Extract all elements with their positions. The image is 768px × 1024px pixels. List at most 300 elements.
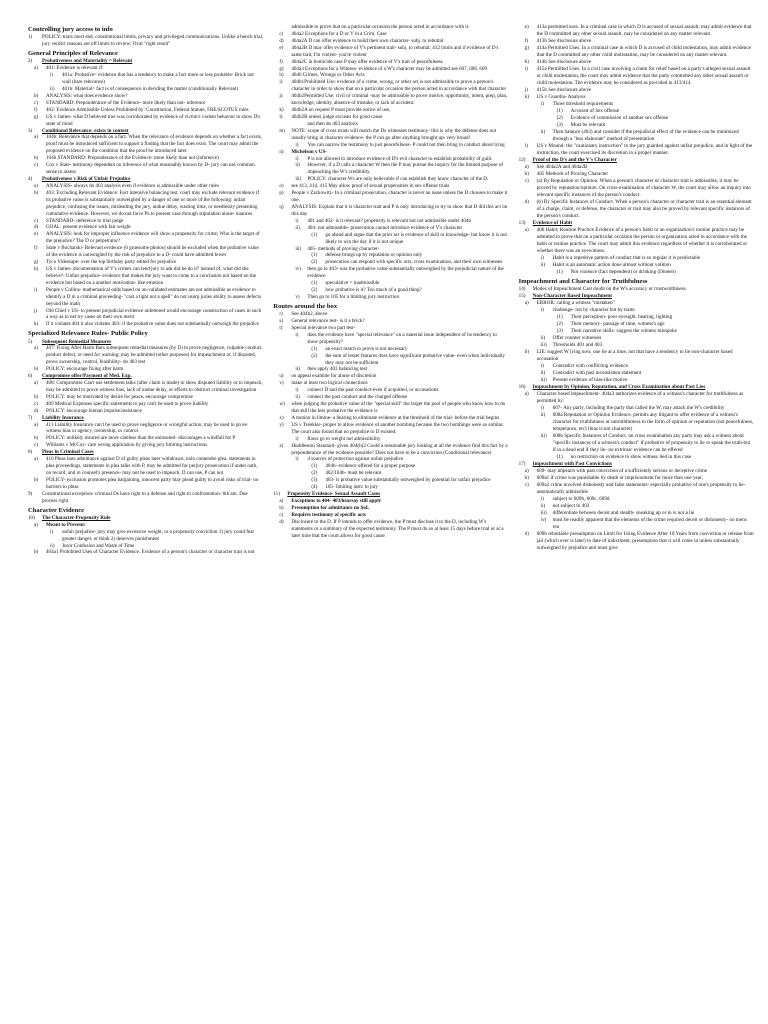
outline-text: not subject to 403 [552, 503, 590, 510]
outline-text: Pleas in Criminal Cases [42, 449, 94, 456]
outline-text: 409 Medical Expenses specific statements to pay can't be used to prove liability [46, 400, 209, 407]
outline-item [519, 122, 754, 129]
outline-text: Impeachment with Past Convictions [532, 461, 612, 468]
outline-item [28, 162, 263, 176]
outline-marker: g) [279, 65, 284, 72]
outline-marker: d) [279, 518, 284, 525]
outline-text: Liability Insurance [42, 414, 84, 421]
outline-text: Meant to Prevent: [46, 521, 86, 528]
outline-item [519, 24, 754, 38]
outline-item [273, 121, 508, 128]
outline-marker: b) [524, 349, 529, 356]
outline-marker: s) [279, 318, 284, 325]
outline-text: 406 Habit; Routine Practice Evidence of a person's habit or an organization's routine practice may be admitted to prove that on a particular occasion the person or organization acted in accordance with the habit or routine practice. The court may admit this evidence regardless of whether it is corroborated or whether there was an eyewitness. [536, 227, 748, 254]
column-right [519, 24, 754, 1018]
outline-text: POLICY: character Ws are only believable if can establish they know character of the D. [307, 176, 489, 183]
outline-text: However, if a D calls a character W then the P may pursue the inquiry for the limited purpose of impeaching the W's credibility. [307, 162, 504, 176]
outline-marker: ii) [295, 394, 300, 401]
outline-item [28, 259, 263, 266]
outline-text: 415b See disclosure above [536, 87, 592, 93]
outline-item [273, 287, 508, 294]
outline-text: admissible to prove that on a particular occasion the person acted in accordance with it. [291, 24, 470, 30]
outline-text: then go to 403- was the probative value substantially outweighed by the prejudicial nature of the evidence [307, 266, 504, 280]
outline-item [519, 517, 754, 531]
outline-text: POLICY: unlikely insured are more careless than the uninsured- discourages a windfall for P [46, 435, 236, 442]
outline-item [28, 408, 263, 415]
outline-text: Huddleston Standard- given 404(b)2 Could a reasonable jury looking at all the evidence find this fact by a preponderance of the evidence possible? Does not have to be a conviction (Conditional relevance) [291, 442, 508, 456]
outline-marker: j) [34, 307, 38, 314]
outline-text: 403- is probative value substantially outweighed by potential for unfair prejudice [325, 477, 491, 484]
outline-marker: a) [524, 227, 529, 233]
outline-item [28, 176, 263, 183]
outline-text: Proof of the D's and the V's Character [532, 157, 617, 163]
outline-text: 607- Any party, including the party that called the W, may attack the W's credibility [552, 405, 725, 412]
outline-item [28, 522, 263, 529]
outline-text: 105- limiting instr. to jury [325, 484, 379, 491]
outline-item [519, 164, 754, 171]
outline-marker: e) [524, 24, 529, 30]
outline-marker: v) [295, 293, 300, 300]
outline-marker: g) [34, 113, 39, 120]
outline-marker: iii) [540, 510, 547, 517]
outline-marker: x) [279, 414, 284, 421]
outline-item [28, 549, 263, 556]
outline-marker: c) [34, 442, 38, 449]
outline-item [273, 280, 508, 287]
outline-text: Present evidence of bias-like motive [552, 377, 628, 384]
outline-text: Not violence (fact dependent) or drinking (Dineen) [570, 269, 676, 275]
outline-item [273, 149, 508, 156]
outline-item [273, 294, 508, 301]
outline-marker: iii) [295, 176, 302, 183]
outline-marker: a) [524, 391, 529, 398]
outline-item [28, 86, 263, 93]
outline-text: ANALYSIS: look for improper influence evidence will show a propensity for crime; Who is the target of the prejudice? The D or perpetrator? [46, 231, 260, 245]
outline-text: US v Trenkler- proper to allow evidence of another bombing because the two bombings were so similar. The court also found that no prejudice to D existed. [291, 421, 504, 435]
outline-item [28, 134, 263, 155]
outline-text: flaws go to weight not admissibility [307, 435, 381, 442]
outline-item [28, 373, 263, 380]
outline-item [28, 321, 263, 328]
outline-text: ANALYSIS: Explain that it is character trait and P is only introducing to try to show that D did this act on this day [291, 203, 508, 217]
outline-item [519, 59, 754, 66]
outline-marker: 4) [28, 175, 33, 182]
outline-text: POLICY: encourage human impulse/assistance [46, 407, 142, 414]
section-heading: Character Evidence [28, 506, 85, 514]
outline-text: Modes of Impeachment Cast doubt on the W's accuracy or trustworthiness [532, 286, 686, 293]
outline-marker: ii) [295, 366, 300, 373]
outline-marker: 17) [518, 461, 526, 468]
outline-text: and then do 403 analysis [307, 120, 358, 127]
outline-marker: iii) [540, 433, 547, 440]
outline-text: Three threshold requirements [552, 101, 614, 107]
outline-marker: iii) [295, 245, 302, 252]
outline-text: 609b rebuttable presumption on Limit for Using Evidence After 10 Years from conviction or release from jail (which ever is later) to date of indictment, presumption that it will come in unless substantially outweighed by prejudice and must give [536, 531, 754, 552]
outline-marker: 14) [518, 286, 526, 293]
outline-marker: ii) [295, 224, 300, 231]
outline-marker: a) [524, 468, 529, 475]
outline-marker: k) [524, 94, 529, 100]
outline-text: Thresholds 401 and 403 [552, 342, 603, 349]
outline-item [28, 72, 263, 86]
outline-marker: q) [279, 203, 284, 210]
outline-item [28, 477, 263, 491]
outline-item [519, 335, 754, 342]
outline-item [273, 353, 508, 367]
outline-marker: 15) [518, 293, 526, 300]
outline-item [519, 220, 754, 227]
outline-marker: a) [34, 345, 38, 352]
outline-item [28, 266, 263, 287]
outline-marker: i) [295, 155, 299, 162]
outline-item [273, 45, 508, 59]
outline-text: subject to 609b, 609c, 609d [552, 496, 610, 503]
outline-item [519, 307, 754, 314]
outline-item [519, 269, 754, 276]
outline-marker: ii) [540, 503, 546, 510]
outline-item [519, 412, 754, 433]
outline-marker: m) [279, 127, 285, 134]
outline-marker: b) [524, 171, 529, 177]
outline-marker: a) [524, 300, 529, 307]
outline-text: Conditional Relevance: exists in context [42, 127, 129, 134]
outline-text: ERROR: calling a witness "mistaken" [536, 300, 615, 307]
outline-marker: i) [295, 456, 299, 463]
outline-marker: i) [540, 307, 544, 314]
outline-marker: iv) [540, 517, 547, 524]
outline-item [519, 115, 754, 122]
outline-text: how probative is it? Too much of a good thing? [325, 287, 422, 294]
outline-text: STANDARD: Preponderance of the Evidence- more likely than not- inference [46, 99, 206, 106]
outline-marker: i) [295, 141, 299, 148]
outline-item [28, 415, 263, 422]
outline-item [273, 436, 508, 443]
outline-item [519, 349, 754, 363]
outline-item [28, 366, 263, 373]
outline-item [273, 114, 508, 121]
outline-text: 413b See disclosure above [536, 38, 592, 44]
outline-item [273, 477, 508, 484]
outline-text: STANDARD- deference to trial judge [46, 217, 124, 224]
outline-text: Evidence of Habit [532, 220, 573, 226]
outline-text: Tyco Videotape- over the top birthday party edited for prejudice [46, 259, 177, 266]
outline-marker: 5) [28, 338, 33, 345]
outline-marker: iv) [295, 266, 301, 273]
outline-text: POLICY- exclusion promotes plea bargaining, innocent party may plead guilty to avoid risks of trial- no barriers to pleas [46, 476, 259, 490]
outline-text: Requires testimony of specific acts [291, 511, 366, 518]
outline-text: Offer counter witnesses [552, 335, 602, 342]
outline-text: 401 and 402- is it relevant? propensity is relevant but not admissible under 404b [307, 217, 472, 224]
outline-marker: v) [279, 380, 284, 387]
outline-text: A motion in limine- a hearing to eliminate evidence at the threshold of the trial- before the trial begins [291, 414, 500, 421]
outline-marker: e) [34, 231, 38, 238]
outline-text: Evidence of commission of another sex offense [570, 115, 669, 121]
outline-item [519, 157, 754, 164]
outline-text: The Character-Propensity Rule [42, 514, 111, 521]
outline-item [273, 225, 508, 232]
outline-marker: i) [540, 496, 544, 503]
outline-text: 4 sources of protection against unfair prejudice [307, 456, 404, 463]
outline-item [28, 114, 263, 128]
outline-item [273, 128, 508, 142]
outline-marker: (1) [311, 252, 318, 259]
outline-marker: a) [34, 65, 38, 72]
outline-marker: ii) [50, 86, 55, 92]
outline-text: LIE: suggest W lying now, one lie at a time, not that have a tendency to lie non-character based accusation [536, 349, 733, 363]
outline-item [28, 380, 263, 394]
outline-marker: b) [524, 475, 529, 482]
outline-item [519, 199, 754, 220]
outline-text: 609a1 if crime was punishable by death or imprisonment for more than one year, [536, 475, 703, 482]
outline-text: 404- not admissible- prosecution cannot introduce evidence of V's character [307, 224, 463, 231]
section-heading: Impeachment and Character for Truthfulness [518, 278, 648, 285]
outline-item [273, 107, 508, 114]
outline-item [28, 515, 263, 522]
outline-item [519, 531, 754, 552]
outline-item [273, 443, 508, 457]
outline-marker: i) [540, 363, 544, 370]
outline-text: NOTE: scope of cross exam will match the Ds witnesses testimony- this is why the defense does not usually bring in character evidence- the P can go after anything brought up- very broad! [291, 127, 497, 141]
outline-item [519, 45, 754, 59]
outline-marker: h) [524, 59, 529, 65]
outline-item [273, 311, 508, 318]
outline-item [519, 454, 754, 461]
outline-text: Constitutional exception- criminal Ds have right to a defense and right to confrontation- 6th am. Due process right [42, 490, 248, 504]
outline-marker: (4) [311, 484, 318, 491]
outline-item [273, 190, 508, 204]
outline-item [519, 433, 754, 454]
outline-item [519, 262, 754, 269]
outline-item [273, 38, 508, 45]
outline-text: If it violates 404 it also violates 403- if the probative value does not substantially outweigh the prejudice [46, 321, 259, 328]
outline-marker: (2) [311, 287, 318, 294]
outline-text: See 404a2A and 404a2B [536, 164, 588, 170]
outline-marker: k) [34, 321, 39, 328]
outline-text: People v Zackowitz- In a criminal prosecution, character is never an issue unless the D chooses to make it one. [291, 190, 508, 204]
outline-text: GOAL: present evidence with fair weight [46, 224, 131, 231]
outline-marker: o) [279, 183, 284, 190]
outline-item [273, 422, 508, 436]
outline-marker: t) [279, 324, 283, 331]
outline-marker: c) [279, 30, 284, 37]
outline-marker: i) [524, 66, 528, 72]
outline-text: Contradict with past inconsistent statement [552, 370, 642, 377]
outline-marker: 16) [518, 384, 526, 391]
outline-marker: i) [540, 101, 544, 107]
outline-marker: f) [524, 38, 529, 44]
outline-marker: d) [279, 37, 284, 44]
outline-item [273, 31, 508, 38]
outline-marker: iii) [540, 342, 547, 349]
outline-marker: b) [279, 504, 284, 511]
outline-item [28, 34, 263, 48]
outline-marker: a) [279, 498, 284, 504]
outline-text: 104b STANDARD: Preponderance of the Evidence- more likely than not (inference) [46, 155, 219, 162]
outline-marker: i) [295, 217, 299, 224]
outline-text: 414a Permitted Uses. In a criminal case in which D is accused of child molestation, may admit evidence that the D committed any other child molestation, may be considered on any matter relevant. [536, 45, 751, 58]
outline-item [273, 66, 508, 73]
outline-text: Accused of Sex offense [570, 108, 620, 114]
outline-text: You can narrow the testimony to just peacefulness- P could not then bring in conduct about lying [307, 141, 505, 148]
outline-marker: b) [34, 92, 39, 99]
outline-marker: c) [34, 217, 38, 224]
outline-text: 404b2Permitted Use: civil or criminal -may be admissible to prove motive, opportunity, intent, prep, plan, knowledge, identity, absence of mistake, or lack of accident. [291, 93, 508, 107]
outline-text: (b) By Specific Instances of Conduct. When a person's character or character trait is an essential element of a charge, claim, or defense, the character or trait may also be proved by relevant specific instances of the person's conduct. [536, 199, 752, 219]
outline-text: 402: Evidence Admissible Unless Prohibited by: Constitution, Federal Statute, FRE/SCOTUS rules [46, 106, 249, 113]
outline-item [519, 87, 754, 94]
outline-item [28, 308, 263, 322]
outline-marker: iii) [540, 377, 547, 384]
outline-text: 403: Excluding Relevant Evidence: Fact intensive balancing test. court may exclude relevant evidence if its probative value is substantially outweighed by a danger of one or more of the following: unfair prejudice, confusing the issues, misleading the jury, undue delay, wasting time, or needlessly presenting cumulative evidence. However, we do not force Ps to present case through stipulation alone- nuances [46, 189, 260, 217]
outline-marker: d) [524, 199, 529, 205]
outline-marker: d) [524, 531, 529, 538]
outline-marker: ii) [540, 412, 546, 419]
outline-marker: a) [34, 134, 38, 141]
outline-item [519, 377, 754, 384]
outline-item [273, 93, 508, 107]
outline-text: 410 Pleas bars admittance against D of guilty pleas later withdrawn, nolo contendre plea, statements in plea proceedings, statements in plea talks with P, may be admitted for perjury prosecution if under oath, on record, and in counsel's presence- may not be used to impeach, D can use, P can not [46, 456, 258, 477]
outline-marker: b) [34, 366, 39, 373]
outline-item [28, 287, 263, 308]
outline-marker: 10) [28, 514, 35, 521]
outline-item [519, 496, 754, 503]
outline-item [519, 286, 754, 293]
outline-marker: b) [34, 155, 39, 162]
outline-marker: b) [34, 476, 39, 483]
outline-item [273, 24, 508, 31]
outline-marker: u) [279, 373, 284, 380]
outline-text: 404b2B unless judge excuses for good cause [291, 113, 383, 120]
outline-marker: i) [295, 331, 299, 338]
outline-marker: f) [34, 245, 38, 252]
outline-marker: ii) [295, 162, 300, 169]
outline-text: 404b- evidence offered for a proper purpose [325, 463, 416, 470]
outline-marker: i) [295, 387, 299, 394]
outline-text: defense brings up by reputation or opinion only [325, 252, 423, 259]
outline-item [273, 463, 508, 470]
outline-item [519, 300, 754, 307]
outline-text: 404a1 Prohibited Uses of Character Evidence. Evidence of a person's character or character trait is not [46, 549, 255, 556]
outline-item [273, 183, 508, 190]
outline-text: 404b Crimes, Wrongs or Other Acts [291, 72, 365, 79]
outline-marker: c) [34, 99, 38, 106]
outline-text: Probativeness v Risk of Unfair Prejudice [42, 175, 131, 182]
outline-text: Character based impeachment- 404a3 authorizes evidence of a witness's character for truthfulness as permitted by: [536, 391, 744, 405]
outline-text: Exceptions to 404- 403/hearsay still apply [291, 498, 382, 504]
outline-item [28, 93, 263, 100]
outline-marker: n) [279, 148, 284, 155]
outline-marker: p) [279, 190, 284, 197]
outline-item [519, 321, 754, 328]
column-left [28, 24, 263, 1018]
outline-text: 404b1Prohibited Use: evidence of a crime, wrong, or other act is not admissible to prove a person's character in order to show that on a particular occasion the person acted in accordance with that character [291, 79, 507, 93]
outline-text: P is not allowed to introduce evidence of D's evil character to establish probability of guilt. [307, 155, 493, 162]
outline-marker: a) [34, 521, 38, 528]
outline-marker: (3) [311, 477, 318, 484]
outline-text: US v James- documentation of V's crimes can lend jury to ask did he do it? instead of, what did she believe?- Unfair prejudice- evidence that makes the jury want to come to a conclusion not based on the evidence but based on a another motivation- like emotion [46, 265, 257, 286]
outline-marker: (1) [556, 454, 563, 461]
outline-marker: c) [34, 400, 38, 407]
outline-item [519, 38, 754, 45]
outline-item [519, 391, 754, 405]
outline-text: Habit is a repetitive pattern of conduct that is so regular it is predictable [552, 255, 701, 261]
outline-marker: h) [34, 265, 39, 272]
outline-marker: e) [279, 44, 284, 51]
outline-item [28, 491, 263, 505]
section-heading: General Principles of Relevance [28, 50, 118, 58]
outline-item [273, 346, 508, 353]
outline-marker: b) [34, 393, 39, 400]
outline-text: (a) By Reputation or Opinion. When a person's character or character trait is admissible, it may be proved by reputation/opinion. On cross-examination of character W, the court may allow an inquiry into relevant specific instances of the person's conduct. [536, 178, 751, 198]
outline-text: 414b See disclosure above [536, 59, 592, 65]
outline-text: US v James- what D believed true was corroborated by evidence of victim's violent behavior to show D's state of mind [46, 113, 261, 127]
outline-marker: (1) [311, 280, 318, 287]
outline-marker: i) [540, 255, 544, 261]
outline-text: Old Chief v US- to present prejudicial evidence unfettered would encourage construction of cases in such a way as to net try cases on their own merit [46, 307, 262, 321]
outline-marker: g) [524, 45, 529, 51]
outline-marker: i) [540, 405, 544, 412]
outline-text: Then balance (403) and consider if the prejudicial effect of the evidence can be minimized through a "less elaborate" method of presentation [552, 129, 739, 142]
outline-text: Compromise offer/Payment of Med. Exp. [42, 373, 132, 380]
outline-marker: d) [34, 224, 39, 231]
outline-marker: c) [524, 482, 529, 489]
outline-marker: y) [279, 421, 284, 428]
outline-marker: ii) [540, 335, 546, 342]
outline-text: ANALYSIS: what does evidence show? [46, 92, 128, 99]
outline-text: 608b Specific Instances of Conduct. on cross examination any party may ask a witness about "specific instances of a witness's conduct" if probative of propensity to lie or speak the truth-but if in a dead end if they lie- no extrinsic evidence can be offered [552, 433, 751, 454]
outline-text: Juror Confusion and Waste of Time [62, 542, 135, 549]
outline-text: must be readily apparent that the elements of the crime required deceit or dishonesty- no mens rea [552, 517, 747, 531]
outline-text: challenge- not by character but by traits: [552, 307, 636, 314]
outline-item [273, 218, 508, 225]
outline-marker: (2) [311, 259, 318, 266]
outline-marker: ii) [540, 129, 546, 135]
outline-text: see 413, 414, 415 May allow proof of sexual propensities in sex offense trials [291, 183, 450, 190]
outline-marker: i) [279, 79, 283, 86]
outline-text: Then go to 105 for a limiting jury instruction [307, 293, 400, 300]
outline-text: on appeal examine for abuse of discretion [291, 373, 377, 380]
outline-text: Must be relevant [570, 122, 606, 128]
outline-marker: i) [50, 72, 54, 79]
outline-marker: (1) [311, 463, 318, 470]
outline-marker: (3) [556, 122, 563, 128]
outline-item [273, 401, 508, 415]
outline-marker: 13) [518, 220, 526, 226]
outline-marker: 12) [518, 157, 526, 163]
outline-text: Subsequent Remedial Measures [42, 338, 112, 345]
outline-text: Their memory- passage of time, witness's age [570, 321, 665, 328]
outline-item [273, 491, 508, 498]
outline-marker: r) [279, 311, 283, 318]
outline-marker: ii) [540, 370, 546, 377]
outline-item [273, 332, 508, 346]
outline-item [28, 401, 263, 408]
outline-text: does the evidence have "special relevance" on a material issue independent of its tendency to show propensity? [307, 331, 497, 345]
outline-text: 404b2A on request P must provide notice of use, [291, 107, 391, 114]
outline-item [519, 94, 754, 101]
outline-text: Special relevance two part test- [291, 324, 356, 331]
outline-marker: l) [524, 143, 528, 149]
outline-marker: (2) [556, 115, 563, 121]
outline-text: when judging the probative value of the "special skill" the larger the pool of people who know how to do that skill the less probative the evidence is [291, 401, 506, 415]
outline-text: See 404b2, above [291, 311, 328, 318]
outline-text: 402/104b- must be relevant [325, 470, 382, 477]
outline-text: then apply 403 balancing test [307, 366, 368, 373]
outline-marker: g) [34, 259, 39, 266]
outline-marker [295, 121, 307, 128]
outline-text: 609a2 crime involved dishonesty and false statements- especially probative of one's propensity to lie- automatically admissible [536, 482, 746, 496]
outline-item [519, 342, 754, 349]
